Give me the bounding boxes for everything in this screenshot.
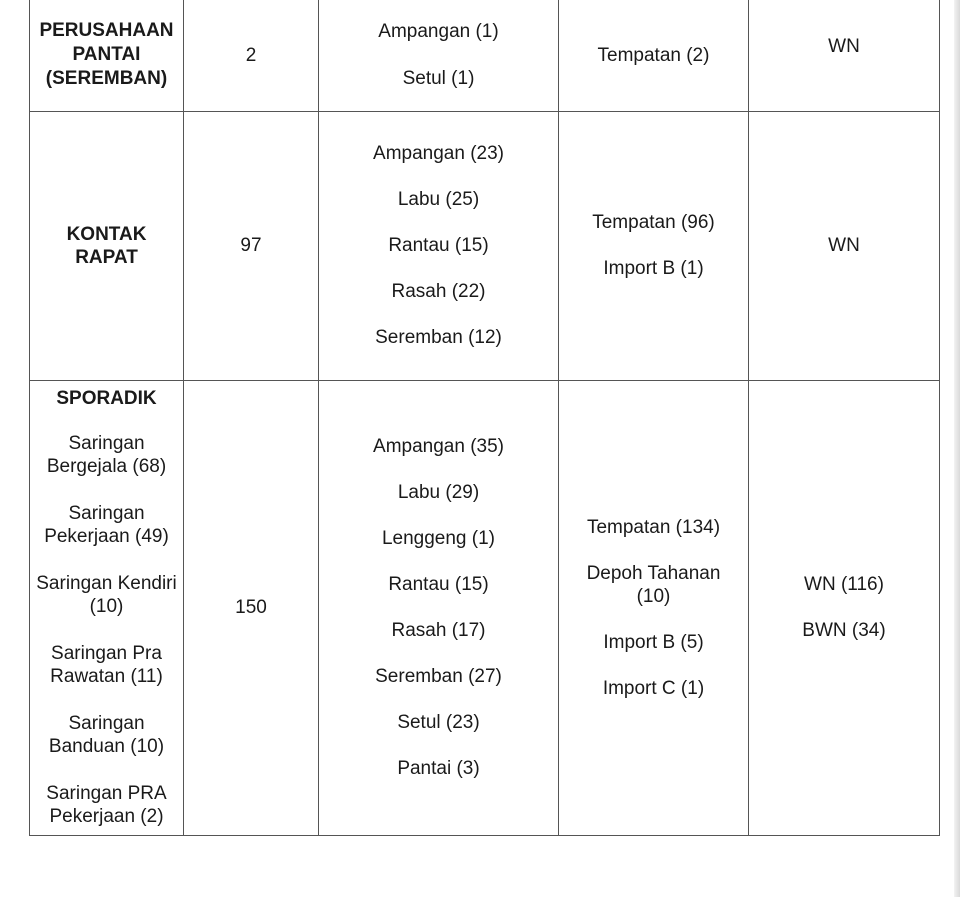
location-item: Rasah (17) <box>391 620 486 641</box>
category-line: (SEREMBAN) <box>45 68 168 90</box>
citizenship-item: WN <box>828 36 860 57</box>
location-item: Labu (29) <box>397 482 480 503</box>
type-item: Import C (1) <box>602 677 705 699</box>
location-item: Rantau (15) <box>388 235 489 256</box>
location-item: Seremban (27) <box>375 666 502 687</box>
table-row <box>30 0 940 111</box>
cases-table <box>29 0 940 836</box>
page-edge-shadow <box>954 0 960 897</box>
subcategory-item: Saringan Pra Rawatan (11) <box>50 642 163 687</box>
location-item: Pantai (3) <box>397 758 480 779</box>
category-cell <box>30 0 184 111</box>
location-item: Ampangan (1) <box>378 21 499 43</box>
citizenship-cell <box>749 380 940 835</box>
category-title: SPORADIK <box>56 387 157 409</box>
type-item: Tempatan (96) <box>592 212 715 233</box>
location-item: Labu (25) <box>397 189 480 210</box>
citizenship-item: BWN (34) <box>802 620 886 641</box>
type-item: Tempatan (134) <box>586 516 721 538</box>
locations-cell <box>319 0 559 111</box>
total-value: 97 <box>240 235 262 256</box>
types-cell <box>559 111 749 380</box>
types-cell <box>559 0 749 111</box>
location-item: Setul (1) <box>402 68 475 90</box>
category-cell <box>30 111 184 380</box>
location-item: Seremban (12) <box>375 327 502 348</box>
subcategory-item: Saringan Kendiri (10) <box>36 572 177 617</box>
locations-cell <box>319 111 559 380</box>
table-row <box>30 380 940 835</box>
citizenship-item: WN <box>828 235 860 256</box>
location-item: Ampangan (35) <box>373 436 504 457</box>
subcategory-item: Saringan Pekerjaan (49) <box>44 502 169 547</box>
category-line: KONTAK <box>66 223 147 245</box>
type-item: Tempatan (2) <box>597 44 710 66</box>
location-item: Rasah (22) <box>391 281 486 302</box>
types-cell <box>559 380 749 835</box>
subcategory-item: Saringan Bergejala (68) <box>46 432 167 477</box>
location-item: Ampangan (23) <box>373 143 504 164</box>
total-cell <box>184 0 319 111</box>
citizenship-cell <box>749 0 940 111</box>
total-value: 2 <box>245 44 257 66</box>
location-item: Lenggeng (1) <box>381 528 496 549</box>
category-line: RAPAT <box>75 246 138 268</box>
total-cell <box>184 380 319 835</box>
location-item: Setul (23) <box>397 712 480 733</box>
citizenship-item: WN (116) <box>804 574 884 595</box>
total-cell <box>184 111 319 380</box>
type-item: Import B (1) <box>603 258 704 279</box>
citizenship-cell <box>749 111 940 380</box>
table-row <box>30 111 940 380</box>
location-item: Rantau (15) <box>388 574 489 595</box>
category-line: PERUSAHAAN <box>39 20 174 42</box>
subcategory-item: Saringan PRA Pekerjaan (2) <box>46 782 167 827</box>
type-item: Depoh Tahanan (10) <box>586 562 721 607</box>
type-item: Import B (5) <box>603 631 704 653</box>
total-value: 150 <box>235 597 267 618</box>
category-cell <box>30 380 184 835</box>
locations-cell <box>319 380 559 835</box>
category-line: PANTAI <box>72 44 141 66</box>
subcategory-item: Saringan Banduan (10) <box>48 712 165 757</box>
